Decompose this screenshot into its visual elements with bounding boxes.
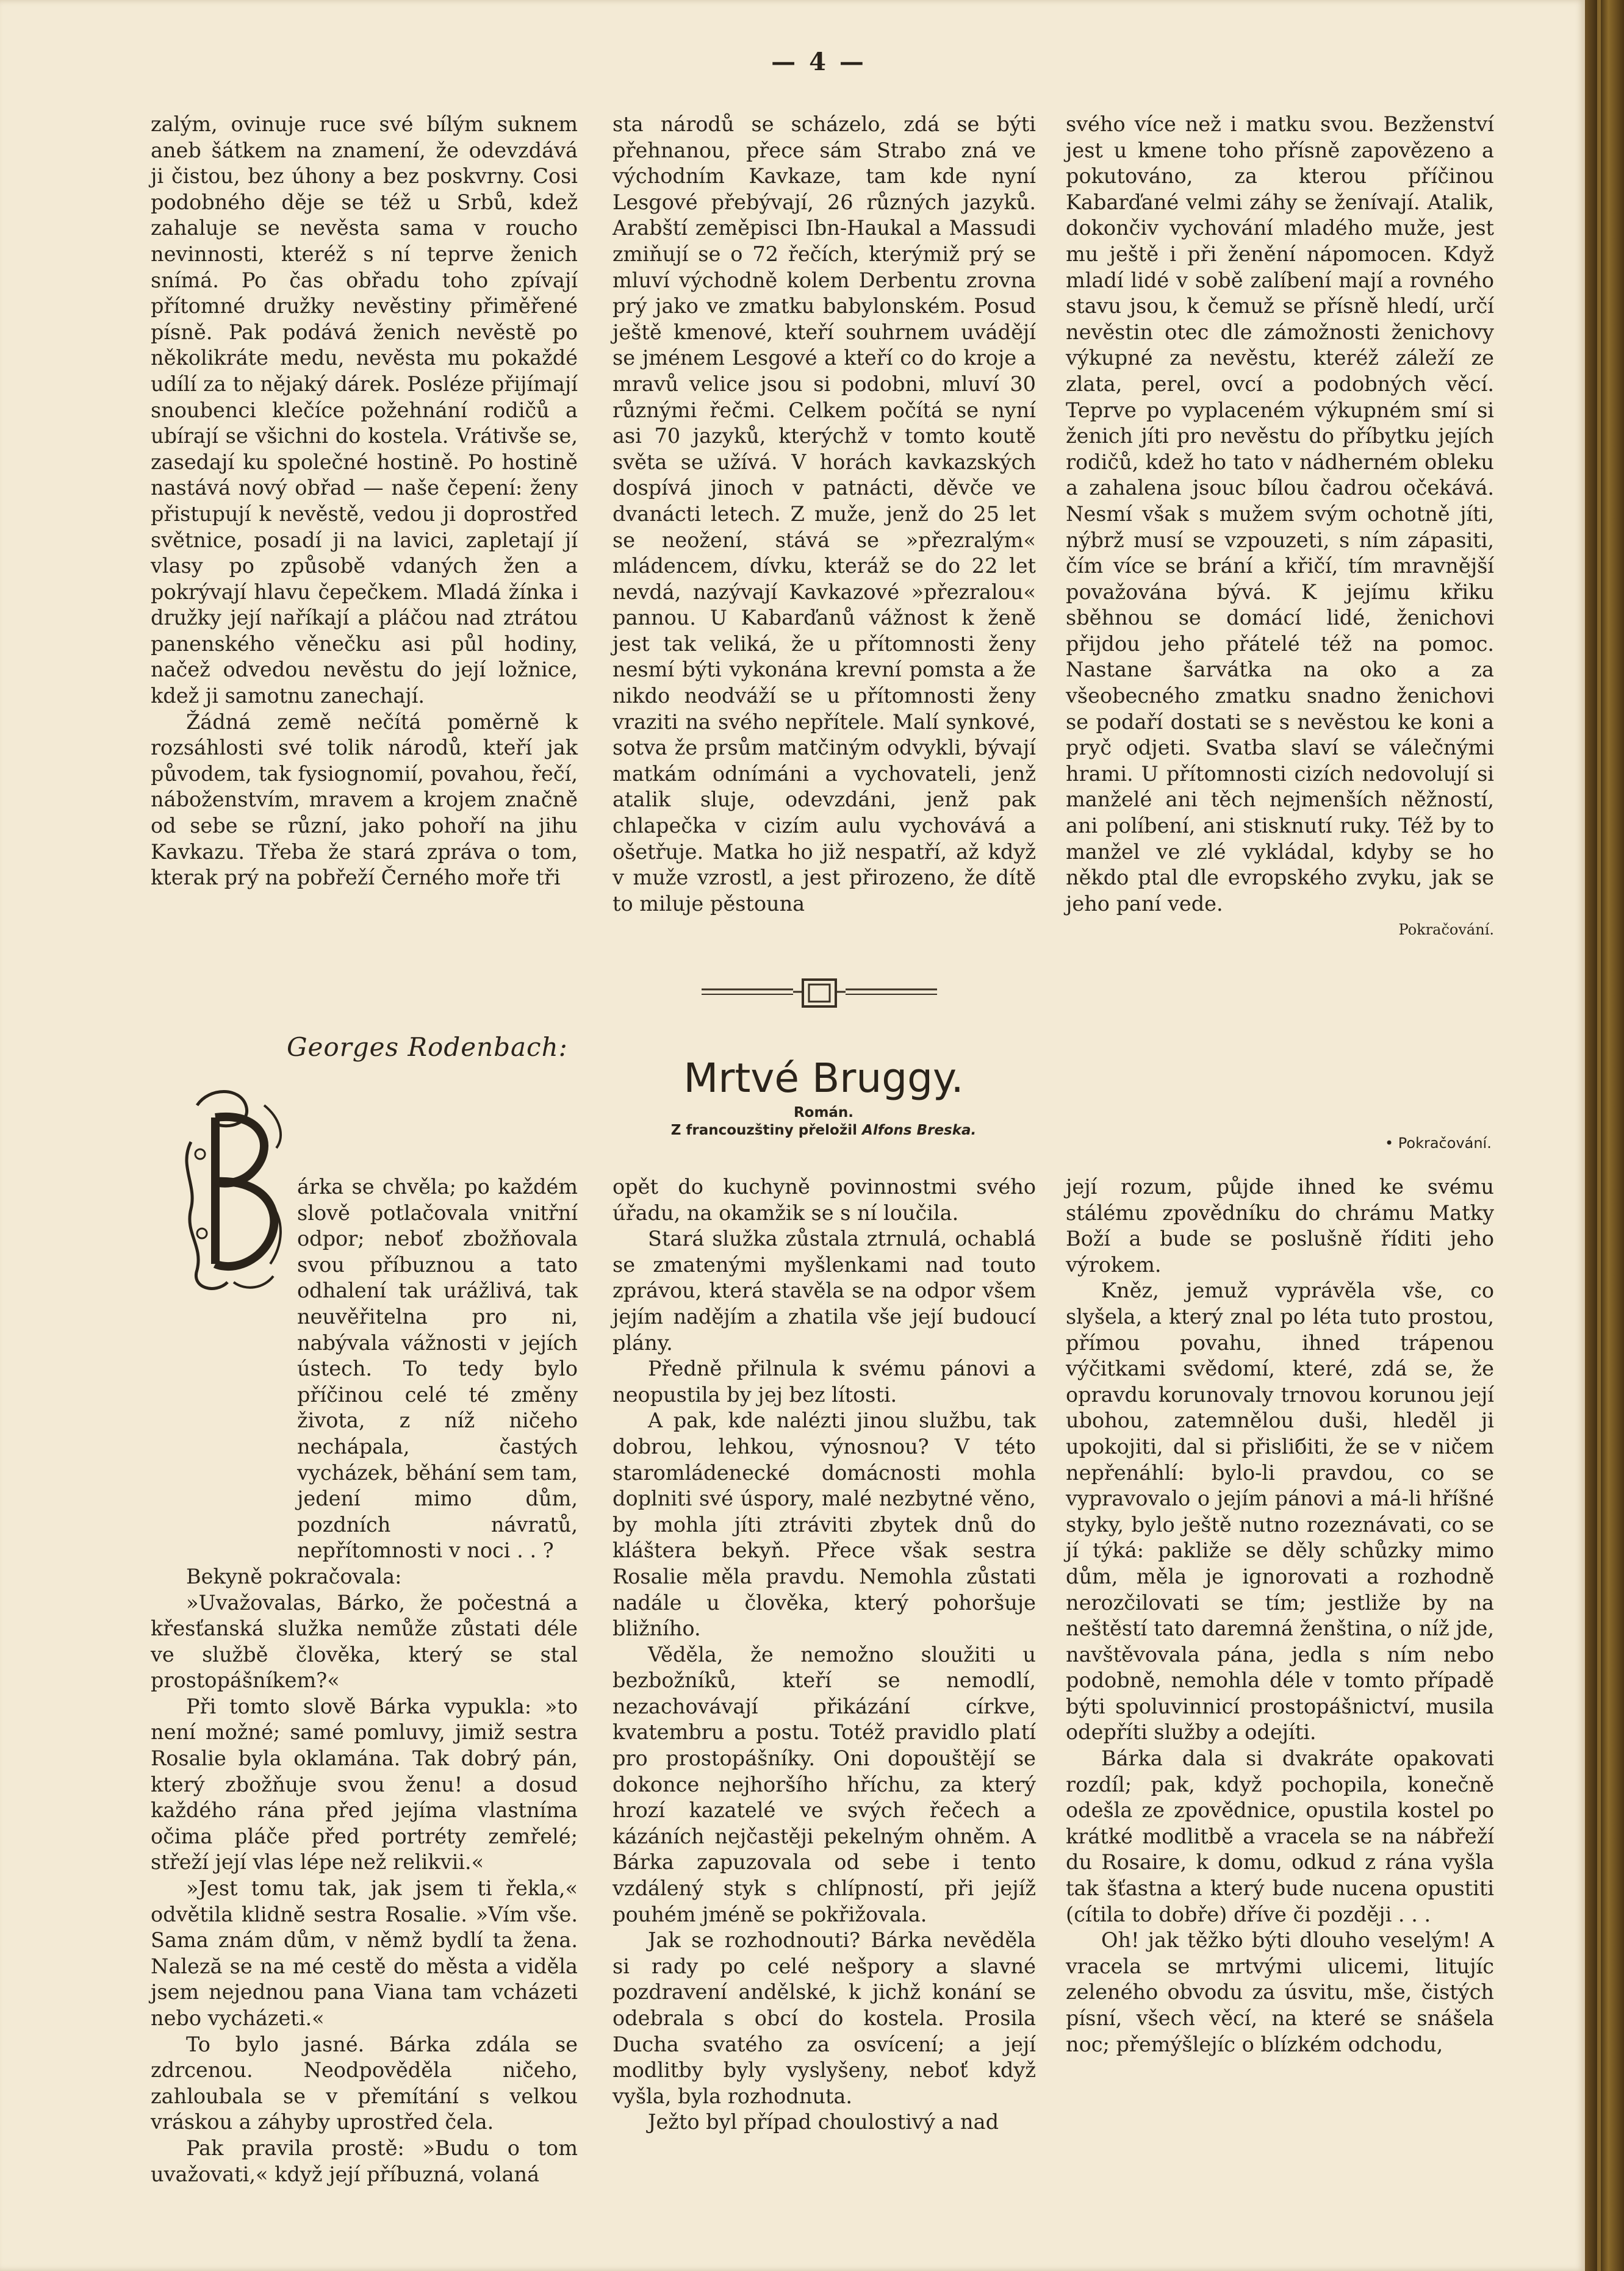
- article-title: Mrtvé Bruggy.: [683, 1055, 964, 1102]
- paragraph: Kněz, jemuž vyprávěla vše, co slyšela, a který znal po léta tuto prostou, přímou povahu, ihned trápenou výčitkami svědomí, které, zdá se, že opravdu korunovaly trnovou korunou její ubohou, zatemnělou duši, hleděl ji upokojiti, dal si přisliбiti, že se v ničem nepřenáhlí: bylo-li pravdou, co se vypravovalo o jejím pánovi a má-li hříšné styky, bylo ještě nutno rozeznávati, co se jí týká: pakliže se děly schůzky mimo dům, měla je ignorovati a rozhodně nerozčilovati se tím; jestliže by na neštěstí tato daremná ženština, o níž jde, navštěvovala pána, jedla s ním nebo podobně, nemohla déle v tomto případě býti spoluvinnicí prostopášnictví, musila odepříti služby a odejíti.: [1066, 1279, 1494, 1745]
- paragraph: sta národů se scházelo, zdá se býti přehnanou, přece sám Strabo zná ve východním Kavkaze, tam kde nyní Lesgové přebývají, 26 různých jazyků. Arabští zeměpisci Ibn-Haukal a Massudi zmiňují se o 72 řečích, kterýmiž prý se mluví východně kolem Derbentu zrovna prý jako ve zmatku babylonském. Posud ještě kmenové, kteří souhrnem uvádějí se jménem Lesgové a kteří co do kroje a mravů velice jsou si podobni, mluví 30 různými řečmi. Celkem počítá se nyní asi 70 jazyků, kterýchž v tomto koutě světa se užívá. V horách kavkazských dospívá jinoch v patnácti, děvče ve dvanácti letech. Z muže, jenž do 25 let se neožení, stává se »přezralým« mládencem, dívku, kteráž se do 22 let nevdá, nazývají Kavkazové »přezralou« pannou. U Kabarďanů vážnost k ženě jest tak veliká, že u přítomnosti ženy nesmí býti vykonána krevní pomsta a že nikdo neodváží se u přítomnosti ženy vraziti na svého nepřítele. Malí synkové, sotva že prsům matčiným odvykli, bývají matkám odnímáni a vychovateli, jenž atalik sluje, odevzdáni, jenž pak chlapečka v cizím aulu vychovává a ošetřuje. Matka ho již nespatří, až když v muže vzrostl, a jest přirozeno, že dítě to miluje pěstouna: [613, 112, 1036, 916]
- paragraph: A pak, kde nalézti jinou službu, tak dobrou, lehkou, výnosnou? V této staromládenecké domácnosti mohla doplniti své úspory, malé nezbytné věno, by mohla jíti ztráviti zbytek dnů do kláštera bekyň. Přece však sestra Rosalie měla pravdu. Nemohla zůstati nadále u člověka, který pohoršuje bližního.: [613, 1408, 1036, 1641]
- paragraph: Stará služka zůstala ztrnulá, ochablá se zmatenými myšlenkami nad touto zprávou, která stavěla se na odpor všem jejím nadějím a zhatila vše její budoucí plány.: [613, 1227, 1036, 1355]
- continued-note: Pokračování.: [1398, 921, 1494, 939]
- article2-column-2: [613, 1174, 1036, 2136]
- paragraph: Ježto byl případ choulostivý a nad: [648, 2110, 999, 2134]
- article2-column-1: [151, 1174, 578, 2187]
- page-number: — 4 —: [771, 48, 866, 76]
- article-author: Georges Rodenbach:: [287, 1032, 568, 1062]
- article1-column-3: [1066, 112, 1494, 943]
- paragraph: Věděla, že nemožno sloužiti u bezbožníků, kteří se nemodlí, nezachovávají přikázání církve, kvatembru a postu. Totéž pravidlo platí pro prostopášníky. Oni dopouštějí se dokonce nejhoršího hříchu, za který hrozí kazatelé ve svých řečech a kázáních nejčastěji pekelným ohněm. A Bárka zapuzovala od sebe i tento vzdálený styk s chlípností, při jejíž pouhém jméně se pokřižovala.: [613, 1642, 1036, 1926]
- paragraph: opět do kuchyně povinnostmi svého úřadu, na okamžik se s ní loučila.: [613, 1175, 1036, 1225]
- translator-name: Alfons Breska.: [862, 1122, 977, 1138]
- translation-prefix: Z francouzštiny přeložil: [670, 1122, 857, 1138]
- paragraph: Pak pravila prostě: »Budu o tom uvažovati,« když její příbuzná, volaná: [151, 2136, 578, 2186]
- article-subtitle: [610, 1104, 1037, 1139]
- spine-highlight: [1597, 0, 1601, 2271]
- genre-label: Román.: [793, 1105, 854, 1121]
- paragraph: Žádná země nečítá poměrně k rozsáhlosti své tolik národů, kteří jak původem, tak fysiognomií, povahou, řečí, náboženstvím, mravem a krojem značně od sebe se různí, jako pohoří na jihu Kavkazu. Třeba že stará zpráva o tom, kterak prý na pobřeží Černého moře tři: [151, 709, 578, 890]
- paragraph: zalým, ovinuje ruce své bílým suknem aneb šátkem na znamení, že odevzdává ji čistou, bez úhony a bez poskvrny. Cosi podobného děje se též u Srbů, kdež zahaluje se nevěsta sama v roucho nevinnosti, kteréž s ní teprve ženich snímá. Po čas obřadu toho zpívají přítomné družky nevěstiny přiměřené písně. Pak podává ženich nevěstě po několikráte medu, nevěsta mu pokaždé udílí za to nějaký dárek. Posléze přijímají snoubenci klečíce požehnání rodičů a ubírají se všichni do kostela. Vrátivše se, zasedají ku společné hostině. Po hostině nastává nový obřad — naše čepení: ženy přistupují k nevěstě, vedou ji doprostřed světnice, posadí ji na lavici, zapletají jí vlasy po způsobě vdaných žen a pokrývají hlavu čepečkem. Mladá žínka i družky její naříkají a pláčou nad ztrátou panenského věnečku asi půl hodiny, načež odvedou nevěstu do její ložnice, kdež ji samotnu zanechají.: [151, 112, 578, 708]
- paragraph: Jak se rozhodnouti? Bárka nevěděla si rady po celé nešpory a slavné pozdravení andělské, k jichž konání se odebrala s obcí do kostela. Prosila Ducha svatého za osvícení; a její modlitby byly vyslyšeny, neboť když vyšla, byla rozhodnuta.: [613, 1928, 1036, 2108]
- article2-column-3: [1066, 1174, 1494, 2058]
- paragraph: svého více než i matku svou. Bezženství jest u kmene toho přísně zapovězeno a pokutováno, za kterou příčinou Kabarďané velmi záhy se ženívají. Atalik, dokončiv vychování mladého muže, jest mu ještě i při ženění nápomocen. Když mladí lidé v sobě zalíbení mají a rovného stavu jsou, k čemuž se přísně hledí, určí nevěstin otec dle zámožnosti ženichovy výkupné za nevěstu, kteréž záleží ze zlata, perel, ovcí a podobných věcí. Teprve po vyplaceném výkupném smí si ženich jíti pro nevěstu do příbytku jejích rodičů, kdež ho tato v nádherném obleku a zahalena jsouc bílou čadrou očekává. Nesmí však s mužem svým ochotně jíti, nýbrž musí se vzpouzeti, s ním zápasiti, čím více se brání a křičí, tím mravnější považována bývá. K jejímu křiku sběhnou se domácí lidé, ženichovi přijdou jeho přátelé též na pomoc. Nastane šarvátka na oko a za všeobecného zmatku snadno ženichovi se podaří dostati se s nevěstou ke koni a pryč odjeti. Svatba slaví se válečnými hrami. U přítomnosti cizích nedovolují si manželé ani těch nejmenších něžností, ani políbení, ani stisknutí ruky. Též by to manžel ve zlé vykládal, kdyby se ho někdo ptal dle evropského zvyku, jak se jeho paní vede.: [1066, 112, 1494, 916]
- paragraph: Bekyně pokračovala:: [186, 1564, 402, 1588]
- paragraph: Předně přilnula k svému pánovi a neopustila by jej bez lítosti.: [613, 1357, 1036, 1407]
- translation-credit: [610, 1122, 1037, 1139]
- continued-label: • Pokračování.: [1385, 1135, 1492, 1152]
- article1-column-1: [151, 112, 578, 891]
- paragraph: »Jest tomu tak, jak jsem ti řekla,« odvětila klidně sestra Rosalie. »Vím vše. Sama znám dům, v němž bydlí ta žena. Naleză se na mé cestě do města a viděla jsem nejednou pana Viana tam vcházeti nebo vycházeti.«: [151, 1876, 578, 2030]
- book-spine: [1585, 0, 1624, 2271]
- paragraph: To bylo jasné. Bárka zdála se zdrcenou. Neodpověděla ničeho, zahloubala se v přemítání s velkou vráskou a záhyby uprostřed čela.: [151, 2032, 578, 2134]
- paragraph: Při tomto slově Bárka vypukla: »to není možné; samé pomluvy, jimiž sestra Rosalie byla oklamána. Tak dobrý pán, který zbožňuje svou ženu! a dosud každého rána před jejíma vlastníma očima pláče před portréty zemřelé; střeží její vlas lépe než relikvii.«: [151, 1694, 578, 1875]
- paragraph: její rozum, půjde ihned ke svému stálému zpovědníku do chrámu Matky Boží a bude se poslušně říditi jeho výrokem.: [1066, 1175, 1494, 1277]
- paragraph: »Uvažovalas, Bárko, že počestná a křesťanská služka nemůže zůstati déle ve službě člověka, který se stal prostopášníkem?«: [151, 1590, 578, 1693]
- article1-column-2: [613, 112, 1036, 917]
- section-divider-ornament: [702, 975, 937, 1011]
- paragraph-first: árka se chvěla; po každém slově potlačovala vnitřní odpor; neboť zbožňovala svou příbuznou a tato odhalení tak urážlivá, tak neuvěřitelna pro ni, nabývala vážnosti v jejích ústech. To tedy bylo příčinou celé té změny života, z níž ničeho nechápala, častých vycházek, běhání sem tam, jedení mimo dům, pozdních návratů, nepřítomnosti v noci . . ?: [297, 1175, 578, 1563]
- paragraph: Bárka dala si dvakráte opakovati rozdíl; pak, když pochopila, konečně odešla ze zpovědnice, opustila kostel po krátké modlitbě a vracela se na nábřeží du Rosaire, k domu, odkud z rána vyšla tak šťastna a který bude nucena opustiti (cítila to dobře) dříve či později . . .: [1066, 1746, 1494, 1926]
- paragraph: Oh! jak těžko býti dlouho veselým! A vracela se mrtvými ulicemi, litujíc zeleného obvodu za úsvitu, mše, čistých písní, všech věcí, na které se snášela noc; přemýšlejíc o blízkém odchodu,: [1066, 1928, 1494, 2056]
